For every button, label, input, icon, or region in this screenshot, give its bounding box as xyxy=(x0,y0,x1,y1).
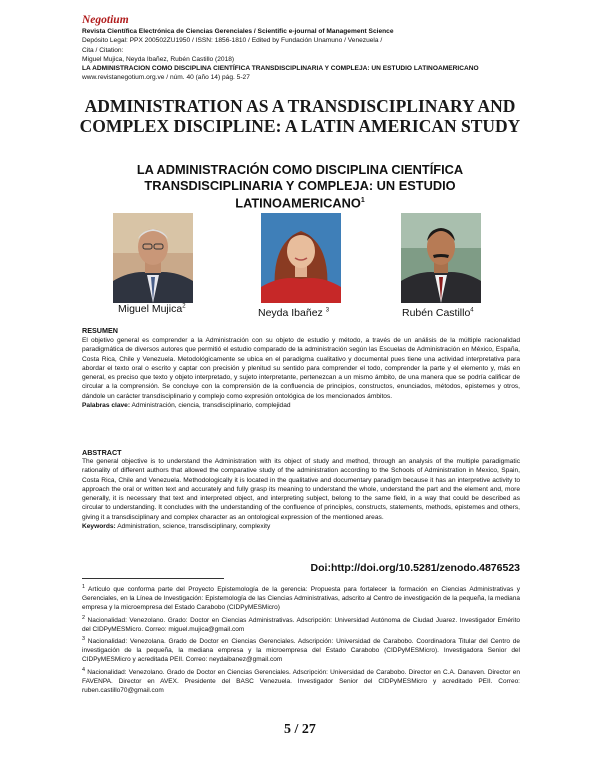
author-photo-mujica xyxy=(113,213,193,303)
journal-subtitle: Revista Científica Electrónica de Ciencias Gerenciales / Scientific e-journal of Management Science xyxy=(82,28,394,35)
resumen-keywords: Administración, ciencia, transdisciplinario, complejidad xyxy=(131,402,291,410)
abstract-keywords-label: Keywords: xyxy=(82,523,116,531)
footnote: $^3$ Nacionalidad: Venezolana. Grado de Doctor en Ciencias Gerenciales. Adscripción: Universidad de Carabobo. Coordinadora Titular del Centro de investigación de la pequeña, la mediana empresa y la microempresa del Estado Carabobo (CIDPyMESMicro). Investigadora Senior del CIDPyMESMicro y acreditada PEII. Correo: neydaibanez@gmail.com xyxy=(82,636,520,664)
author-photo-castillo xyxy=(401,213,481,303)
doi-link[interactable]: Doi:http://doi.org/10.5281/zenodo.4876523 xyxy=(310,562,520,574)
legal-deposit: Depósito Legal: PPX 200502ZU1950 / ISSN: 1856-1810 / Edited by Fundación Unamuno / Venezuela / xyxy=(82,37,383,45)
abstract-keywords: Administration, science, transdisciplinary, complexity xyxy=(117,523,271,531)
citation-url: www.revistanegotium.org.ve / núm. 40 (año 14) pág. 5-27 xyxy=(82,74,250,82)
author-name-ibanez: Neyda Ibañez $^3$ xyxy=(258,307,330,319)
footnote: $^2$ Nacionalidad: Venezolano. Grado: Doctor en Ciencias Administrativas. Adscripción: Universidad Autónoma de Ciudad Juarez. Investigador Emérito del CIDPyMESMicro. Correo: miguel.mujica@gmail.com xyxy=(82,614,521,633)
author-name-castillo: Rubén Castillo$^4$ xyxy=(402,307,474,319)
citation-header xyxy=(82,27,542,83)
author-photo-ibanez xyxy=(261,213,341,303)
page-number: 5 / 27 xyxy=(284,722,316,737)
footnote: $^4$ Nacionalidad: Venezolano. Grado de Doctor en Ciencias Gerenciales. Adscripción: Universidad de Carabobo. Director en C.A. Danaven. Director en FAVENPA. Director en AVEX. Presidente del BASC Venezuela. Investigador Senior del CIDPyMESMicro y acreditado PEII. Correo: ruben.castillo70@gmail.com xyxy=(82,666,520,694)
footnote-divider xyxy=(82,578,224,579)
citation-label: Cita / Citation: xyxy=(82,46,124,54)
abstract-heading: ABSTRACT xyxy=(82,448,122,457)
resumen-keywords-label: Palabras clave: xyxy=(82,402,131,410)
abstract-body: The general objective is to understand the Administration with its object of study and method, through an analysis of the multiple paradigmatic rationality of different authors that allowed the comparative study of the administration according to the Schools of Administration in Mexico, Spain, Costa Rica, Chile and Venezuela. Methodologically it is located in the qualitative and documentary paradigm because it has an interpretive activity to approach the oral or written text and accurately and fully grasp its meaning to understand the whole, understand the part and the element and, more generally, it is necessary that text and interpreted object, and interpreting subject, belong to the same field, in a way that could be described as circular to understanding. It concludes with the understanding of the confluence of principles, constructs, statements, methods, epistemes and others, giving it a transdisciplinary and complex character as an ontological expression of the mentioned areas. Keywords: Administration, science, transdisciplinary, complexity xyxy=(82,458,520,531)
author-name-mujica: Miguel Mujica$^2$ xyxy=(118,303,186,315)
footnote: $^1$ Artículo que conforma parte del Proyecto Epistemología de la gerencia: Propuesta para fortalecer la formación en Ciencias Administrativas y Gerenciales, en la Línea de Investigación: Epistemología de las Ciencias Administrativas, adscrito al Centro de investigación de la pequeña, la mediana empresa y la microempresa del Estado Carabobo (CIDPyMESMicro) xyxy=(82,584,521,611)
title-spanish: LA ADMINISTRACIÓN COMO DISCIPLINA CIENTÍFICA TRANSDISCIPLINARIA Y COMPLEJA: UN ESTUDIO LATINOAMERICANO$^1$ xyxy=(136,162,464,211)
citation-title: LA ADMINISTRACION COMO DISCIPLINA CIENTÍFICA TRANSDISCIPLINARIA Y COMPLEJA: UN ESTUDIO LATINOAMERICANO xyxy=(82,65,479,73)
title-english: ADMINISTRATION AS A TRANSDISCIPLINARY AND COMPLEX DISCIPLINE: A LATIN AMERICAN STUDY xyxy=(79,96,521,136)
resumen-heading: RESUMEN xyxy=(82,326,118,335)
journal-name: Negotium xyxy=(82,14,129,26)
citation-authors: Miguel Mujica, Neyda Ibañez, Rubén Castillo (2018) xyxy=(82,55,235,63)
resumen-body: El objetivo general es comprender a la Administración con su objeto de estudio y método, a través de un análisis de la múltiple racionalidad paradigmática de diversos autores que permitió el estudio comparado de la administración según las Escuelas de Administración en México, España, Costa Rica, Chile y Venezuela. Metodológicamente se ubica en el paradigma cualitativo y documental pues tiene una actividad interpretativa para abordar el texto oral o escrito y captar con precisión y plenitud su sentido para comprender el todo, comprender la parte y el elemento y, más en general, es preciso que texto y objeto interpretado, y sujeto interpretante, pertenezcan a un mismo ámbito, de una manera que se podría calificar de circular a la comprensión. Se concluye con la comprensión de la confluencia de principios, constructos, enunciados, métodos, epistemes y otros, dándole un carácter transdisciplinario y complejo como expresión ontológica de los mencionados ámbitos. Palabras clave: Administración, ciencia, transdisciplinario, complejidad xyxy=(82,337,520,410)
footnotes xyxy=(82,583,520,696)
